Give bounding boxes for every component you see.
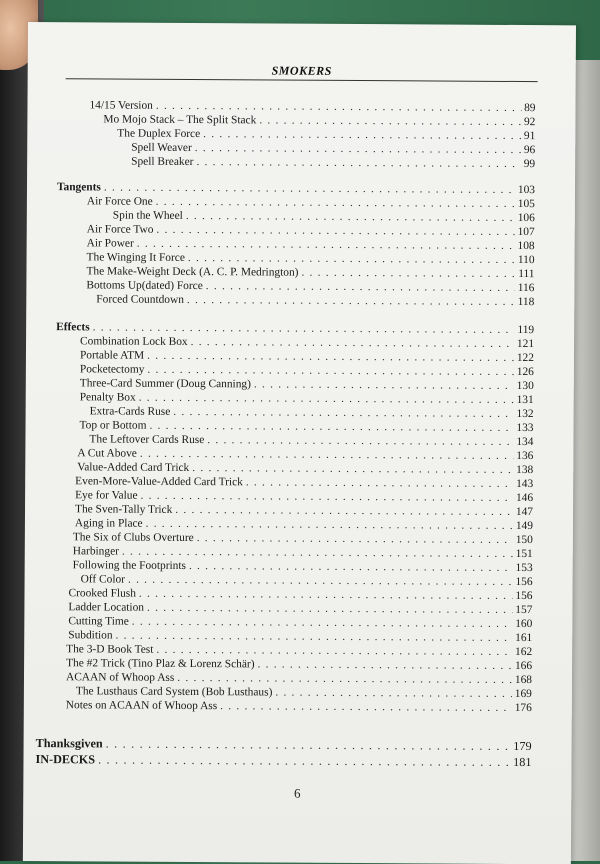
table-of-contents xyxy=(23,22,576,864)
toc-entry-title: Harbinger xyxy=(72,545,119,558)
toc-entry-page: 157 xyxy=(515,603,533,617)
page-number: 6 xyxy=(293,785,301,801)
toc-entry-page: 89 xyxy=(524,102,536,115)
toc-entry-title: 14/15 Version xyxy=(89,99,153,112)
toc-entry-title: The Sven-Tally Trick xyxy=(74,503,173,516)
toc-entry-title: ACAAN of Whoop Ass xyxy=(65,671,175,684)
toc-entry-title: A Cut Above xyxy=(77,447,137,460)
toc-entry-page: 110 xyxy=(517,253,535,267)
toc-entry-page: 121 xyxy=(516,337,535,351)
toc-entry-title: Ladder Location xyxy=(68,601,145,614)
toc-section-heading xyxy=(36,736,532,754)
toc-entry-page: 99 xyxy=(523,158,536,171)
toc-dot-leader xyxy=(187,293,515,310)
toc-entry-page: 130 xyxy=(516,379,534,393)
toc-entry-page: 160 xyxy=(515,617,533,631)
toc-entry xyxy=(66,698,532,716)
toc-entry-title: Portable ATM xyxy=(79,349,145,362)
toc-entry-page: 91 xyxy=(523,130,536,143)
toc-entry-page: 143 xyxy=(516,477,534,491)
toc-entry-page: 116 xyxy=(517,281,535,295)
toc-entry-page: 156 xyxy=(515,575,533,589)
toc-entry-page: 96 xyxy=(523,144,536,157)
toc-entry-title: Air Force One xyxy=(86,195,153,208)
toc-entry-title: Spin the Wheel xyxy=(112,209,183,222)
toc-entry-title: Value-Added Card Trick xyxy=(77,461,190,474)
toc-entry-title: Air Force Two xyxy=(86,223,154,236)
toc-entry-title: The Duplex Force xyxy=(117,127,201,141)
toc-entry-title: The Make-Weight Deck (A. C. P. Medrington) xyxy=(86,265,299,279)
toc-entry-title: Subdition xyxy=(68,629,113,642)
toc-entry-title: Three-Card Summer (Doug Canning) xyxy=(79,377,251,391)
toc-entry-title: Off Color xyxy=(80,573,126,586)
toc-entry-page: 169 xyxy=(514,687,532,701)
toc-entry-title: Crooked Flush xyxy=(68,587,136,600)
toc-dot-leader xyxy=(196,155,520,172)
toc-entry-page: 131 xyxy=(516,393,534,407)
toc-entry-page: 132 xyxy=(516,407,534,421)
toc-entry-title: Mo Mojo Stack – The Split Stack xyxy=(103,113,257,127)
toc-entry-page: 134 xyxy=(516,435,534,449)
toc-entry-page: 176 xyxy=(514,701,532,715)
toc-entry-title: The Lusthaus Card System (Bob Lusthaus) xyxy=(75,685,273,699)
toc-entry-page: 150 xyxy=(515,533,533,547)
toc-entry-title: Spell Breaker xyxy=(131,155,194,169)
toc-entry-page: 179 xyxy=(513,738,532,754)
toc-entry xyxy=(131,155,535,172)
toc-section-heading xyxy=(35,752,531,770)
toc-entry-page: 138 xyxy=(516,463,534,477)
toc-entry-title: IN-DECKS xyxy=(35,752,96,767)
toc-entry-title: The Leftover Cards Ruse xyxy=(89,433,205,447)
toc-entry-title: The Winging It Force xyxy=(86,251,185,264)
toc-entry xyxy=(96,292,534,310)
toc-entry-title: Cutting Time xyxy=(68,615,129,628)
toc-entry-page: 153 xyxy=(515,561,533,575)
toc-entry-title: Effects xyxy=(56,321,90,334)
toc-entry-page: 181 xyxy=(513,754,532,770)
running-header: SMOKERS xyxy=(271,63,332,78)
toc-entry-title: Following the Footprints xyxy=(72,559,187,572)
toc-entry-page: 118 xyxy=(517,295,535,309)
toc-entry-title: Bottoms Up(dated) Force xyxy=(86,279,203,293)
toc-entry-title: Notes on ACAAN of Whoop Ass xyxy=(65,699,218,713)
book-page xyxy=(23,22,576,864)
toc-entry-title: Penalty Box xyxy=(79,391,136,404)
toc-entry-page: 161 xyxy=(515,631,533,645)
toc-dot-leader xyxy=(106,736,511,753)
toc-entry-page: 149 xyxy=(515,519,533,533)
toc-entry-page: 168 xyxy=(514,673,533,687)
toc-entry-page: 156 xyxy=(515,589,533,603)
toc-entry-title: Thanksgiven xyxy=(35,736,103,751)
toc-entry-title: Forced Countdown xyxy=(96,293,184,306)
toc-entry-title: The Six of Clubs Overture xyxy=(72,531,194,545)
toc-dot-leader xyxy=(98,752,510,770)
toc-entry-title: Spell Weaver xyxy=(131,141,192,155)
toc-entry-page: 151 xyxy=(515,547,533,561)
toc-entry-title: Combination Lock Box xyxy=(80,335,188,348)
toc-entry-page: 122 xyxy=(516,351,534,365)
toc-entry-title: Extra-Cards Ruse xyxy=(89,405,171,418)
toc-entry-page: 162 xyxy=(515,645,533,659)
toc-entry-page: 103 xyxy=(517,183,536,197)
toc-entry-title: Air Power xyxy=(86,237,134,250)
toc-dot-leader xyxy=(220,699,512,716)
toc-entry-page: 106 xyxy=(517,211,535,225)
toc-entry-title: Pocketectomy xyxy=(79,363,145,376)
toc-entry-title: Tangents xyxy=(56,181,101,194)
toc-entry-page: 126 xyxy=(516,365,534,379)
toc-entry-title: Eye for Value xyxy=(75,489,138,502)
toc-entry-title: The #2 Trick (Tino Plaz & Lorenz Schär) xyxy=(66,657,255,671)
toc-entry-page: 92 xyxy=(523,116,536,129)
toc-entry-page: 107 xyxy=(517,225,535,239)
toc-entry-page: 146 xyxy=(515,491,534,505)
toc-entry-title: The 3-D Book Test xyxy=(66,643,154,656)
toc-entry-title: Even-More-Value-Added Card Trick xyxy=(75,475,243,489)
toc-entry-page: 166 xyxy=(514,659,533,673)
toc-entry-page: 136 xyxy=(516,449,534,463)
toc-entry-page: 147 xyxy=(515,505,534,519)
toc-entry-page: 105 xyxy=(517,197,535,211)
toc-entry-page: 119 xyxy=(517,323,535,337)
toc-entry-title: Top or Bottom xyxy=(79,419,147,432)
toc-entry-page: 111 xyxy=(518,267,535,281)
toc-entry-page: 133 xyxy=(516,421,534,435)
toc-entry-title: Aging in Place xyxy=(74,517,143,530)
toc-entry-page: 108 xyxy=(517,239,535,253)
